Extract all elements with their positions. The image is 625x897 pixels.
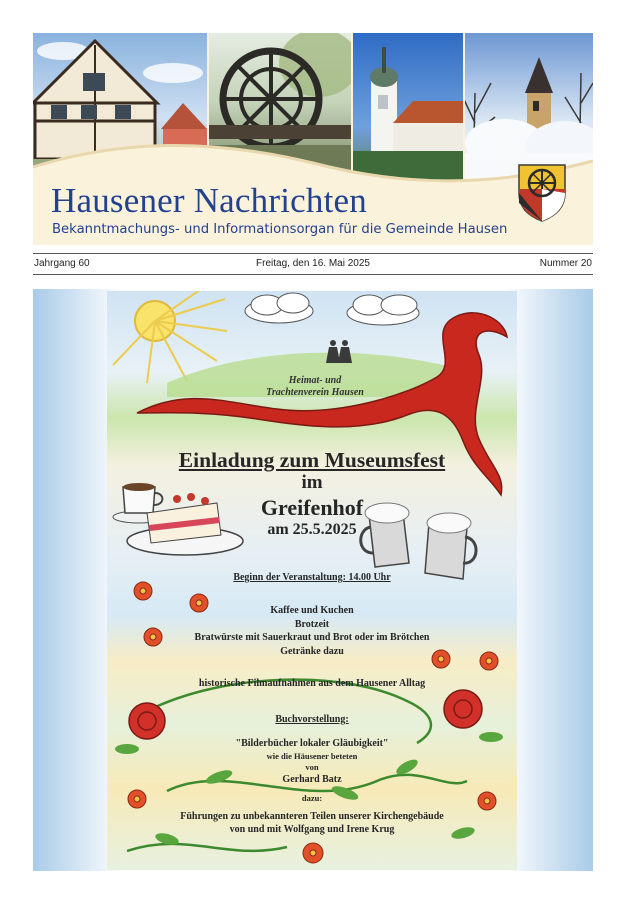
poster-place: Greifenhof bbox=[260, 495, 364, 520]
poster-start-time: Beginn der Veranstaltung: 14.00 Uhr bbox=[233, 572, 391, 583]
volume-label: Jahrgang 60 bbox=[34, 258, 90, 269]
book-von: von bbox=[305, 762, 319, 772]
masthead bbox=[33, 33, 593, 245]
poster-im: im bbox=[301, 472, 323, 493]
costume-figures-icon bbox=[326, 340, 352, 363]
book-title: "Bilderbücher lokaler Gläubigkeit" bbox=[235, 738, 389, 749]
menu-item: Brotzeit bbox=[294, 619, 330, 630]
issue-date: Freitag, den 16. Mai 2025 bbox=[256, 258, 370, 269]
municipal-coat-of-arms-icon bbox=[517, 163, 567, 223]
issue-number: Nummer 20 bbox=[539, 258, 592, 269]
issue-info-bar bbox=[33, 253, 593, 275]
book-author: Gerhard Batz bbox=[282, 774, 342, 785]
menu-item: Getränke dazu bbox=[280, 646, 344, 657]
poster-dazu: dazu: bbox=[301, 793, 323, 803]
menu-item: Kaffee und Kuchen bbox=[270, 605, 354, 616]
cloud-icon bbox=[245, 293, 313, 323]
cloud-icon bbox=[347, 295, 419, 325]
menu-item: Bratwürste mit Sauerkraut und Brot oder im Brötchen bbox=[194, 632, 430, 643]
event-poster bbox=[107, 291, 517, 870]
newspaper-subtitle: Bekanntmachungs- und Informationsorgan für die Gemeinde Hausen bbox=[52, 222, 508, 237]
verein-name-line1: Heimat- und bbox=[288, 375, 342, 386]
poster-film-line: historische Filmaufnahmen aus dem Hausener Alltag bbox=[198, 678, 426, 689]
tours-line2: von und mit Wolfgang und Irene Krug bbox=[229, 824, 395, 835]
book-heading: Buchvorstellung: bbox=[275, 714, 349, 725]
newspaper-title: Hausener Nachrichten bbox=[51, 181, 367, 220]
poster-headline: Einladung zum Museumsfest bbox=[178, 448, 446, 472]
verein-name-line2: Trachtenverein Hausen bbox=[266, 387, 364, 398]
book-subtitle: wie die Häusener beteten bbox=[266, 751, 358, 761]
poster-date: am 25.5.2025 bbox=[267, 521, 357, 538]
tours-line1: Führungen zu unbekannteren Teilen unserer Kirchengebäude bbox=[180, 811, 444, 822]
